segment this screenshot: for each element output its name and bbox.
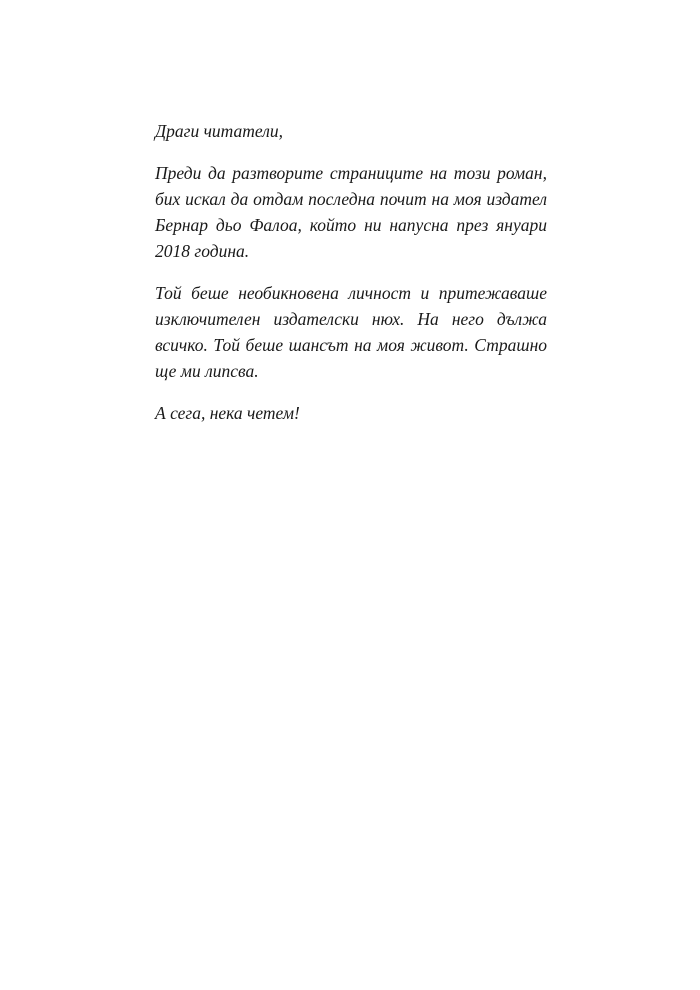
letter-closing: А сега, нека четем!: [155, 403, 300, 423]
letter-body: [155, 118, 547, 442]
letter-paragraph-tribute: Преди да разтворите страниците на този роман, бих искал да отдам последна почит на моя издател Бернар дьо Фалоа, който ни напусна през януари 2018 година.: [155, 163, 547, 261]
letter-paragraph-praise: Той беше необикновена личност и притежаваше изключителен издателски нюх. На него дължа всичко. Той беше шансът на моя живот. Страшно ще ми липсва.: [155, 283, 547, 381]
letter-greeting: Драги читатели,: [155, 121, 284, 141]
